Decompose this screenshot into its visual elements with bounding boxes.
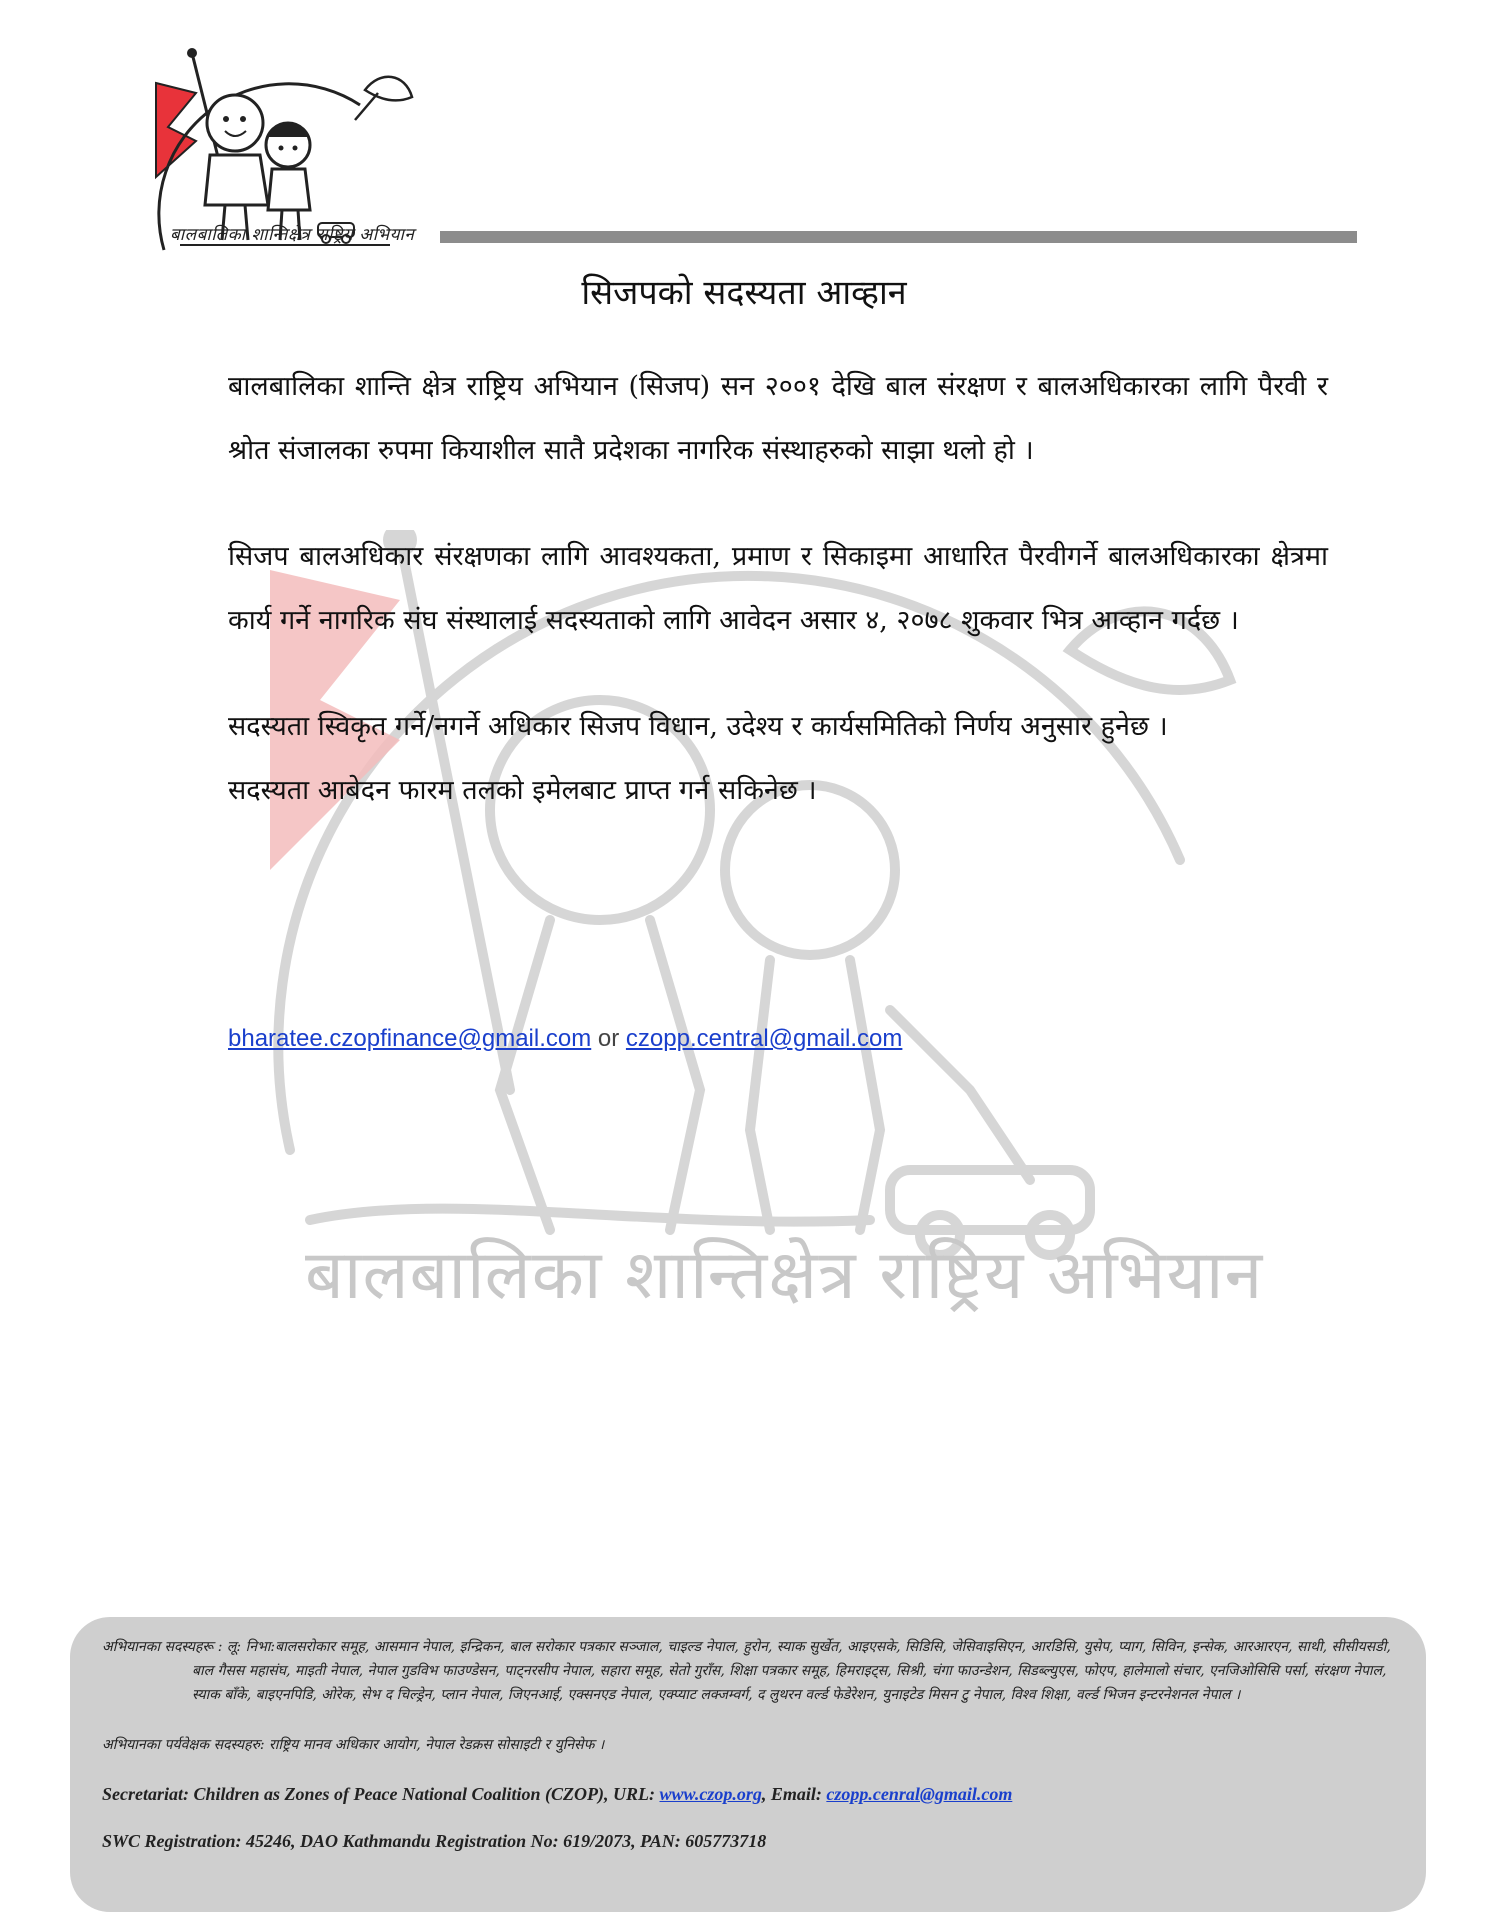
footer-members [102, 1635, 1402, 1707]
secretariat-email-label: , Email: [761, 1784, 827, 1804]
secretariat-email-link[interactable]: czopp.cenral@gmail.com [826, 1784, 1013, 1804]
email-link-secondary[interactable]: czopp.central@gmail.com [625, 1025, 903, 1052]
footer-registration: SWC Registration: 45246, DAO Kathmandu Registration No: 619/2073, PAN: 605773718 [102, 1831, 767, 1851]
members-list: लू: निभा:बालसरोकार समूह, आसमान नेपाल, इन्द्रिकन, बाल सरोकार पत्रकार सञ्जाल, चाइल्ड नेपाल, हुरोन, स्याक सुर्खेत, आइएसके, सिडिसि, जेसिवाइसिएन, आरडिसि, युसेप, प्याग, सिविन, इन्सेक, आरआरएन, साथी, सीसीयसडी, बाल गैसस महासंघ, माइती नेपाल, नेपाल गुडविभ फाउण्डेसन, पाट्नरसीप नेपाल, सहारा समूह, सेतो गुराँस, शिक्षा पत्रकार समूह, हिमराइट्स, सिश्री, चंगा फाउन्डेशन, सिडब्ल्युएस, फोएप, हालेमालो संचार, एनजिओसिसि पर्सा, संरक्षण नेपाल, स्याक बाँके, बाइएनपिडि, ओरेक, सेभ द चिल्ड्रेन, प्लान नेपाल, जिएनआई, एक्सनएड नेपाल, एक्प्याट लक्जम्वर्ग, द लुथरन वर्ल्ड फेडेरेशन, युनाइटेड मिसन टु नेपाल, विश्व शिक्षा, वर्ल्ड भिजन इन्टरनेशनल नेपाल । [192, 1639, 1391, 1703]
paragraph-authority: सदस्यता स्विकृत गर्ने/नगर्ने अधिकार सिजप विधान, उदेश्य र कार्यसमितिको निर्णय अनुसार हुनेछ । [228, 711, 1168, 742]
document-body [228, 355, 1328, 823]
paragraph-intro: बालबालिका शान्ति क्षेत्र राष्ट्रिय अभियान (सिजप) सन २००१ देखि बाल संरक्षण र बालअधिकारका लागि पैरवी र श्रोत संजालका रुपमा कियाशील सातै प्रदेशका नागरिक संस्थाहरुको साझा थलो हो । [228, 371, 1328, 466]
paragraph-form: सदस्यता आबेदन फारम तलको इमेलबाट प्राप्त गर्न सकिनेछ । [228, 775, 817, 806]
paragraph-call: सिजप बालअधिकार संरक्षणका लागि आवश्यकता, प्रमाण र सिकाइमा आधारित पैरवीगर्ने बालअधिकारका क्षेत्रमा कार्य गर्ने नागरिक संघ संस्थालाई सदस्यताको लागि आवेदन असार ४, २०७८ शुकवार भित्र आव्हान गर्दछ । [228, 541, 1328, 636]
footer-box [70, 1617, 1426, 1912]
header-rule [440, 231, 1357, 243]
members-label: अभियानका सदस्यहरू : [102, 1639, 223, 1655]
logo-caption: बालबालिका शान्तिक्षेत्र राष्ट्रिय अभियान [170, 225, 415, 245]
watermark-caption: बालबालिका शान्तिक्षेत्र राष्ट्रिय अभियान [305, 1236, 1264, 1315]
email-line [228, 1025, 902, 1053]
secretariat-prefix: Secretariat: Children as Zones of Peace National Coalition (CZOP), URL: [102, 1784, 660, 1804]
secretariat-url-link[interactable]: www.czop.org [659, 1784, 762, 1804]
document-title: सिजपको सदस्यता आव्हान [581, 273, 907, 313]
footer-secretariat [102, 1784, 1402, 1805]
email-link-primary[interactable]: bharatee.czopfinance@gmail.com [228, 1025, 592, 1052]
email-separator: or [597, 1025, 620, 1052]
footer-observers: अभियानका पर्यवेक्षक सदस्यहरु: राष्ट्रिय मानव अधिकार आयोग, नेपाल रेडक्रस सोसाइटी र युनिसेफ । [102, 1737, 605, 1753]
